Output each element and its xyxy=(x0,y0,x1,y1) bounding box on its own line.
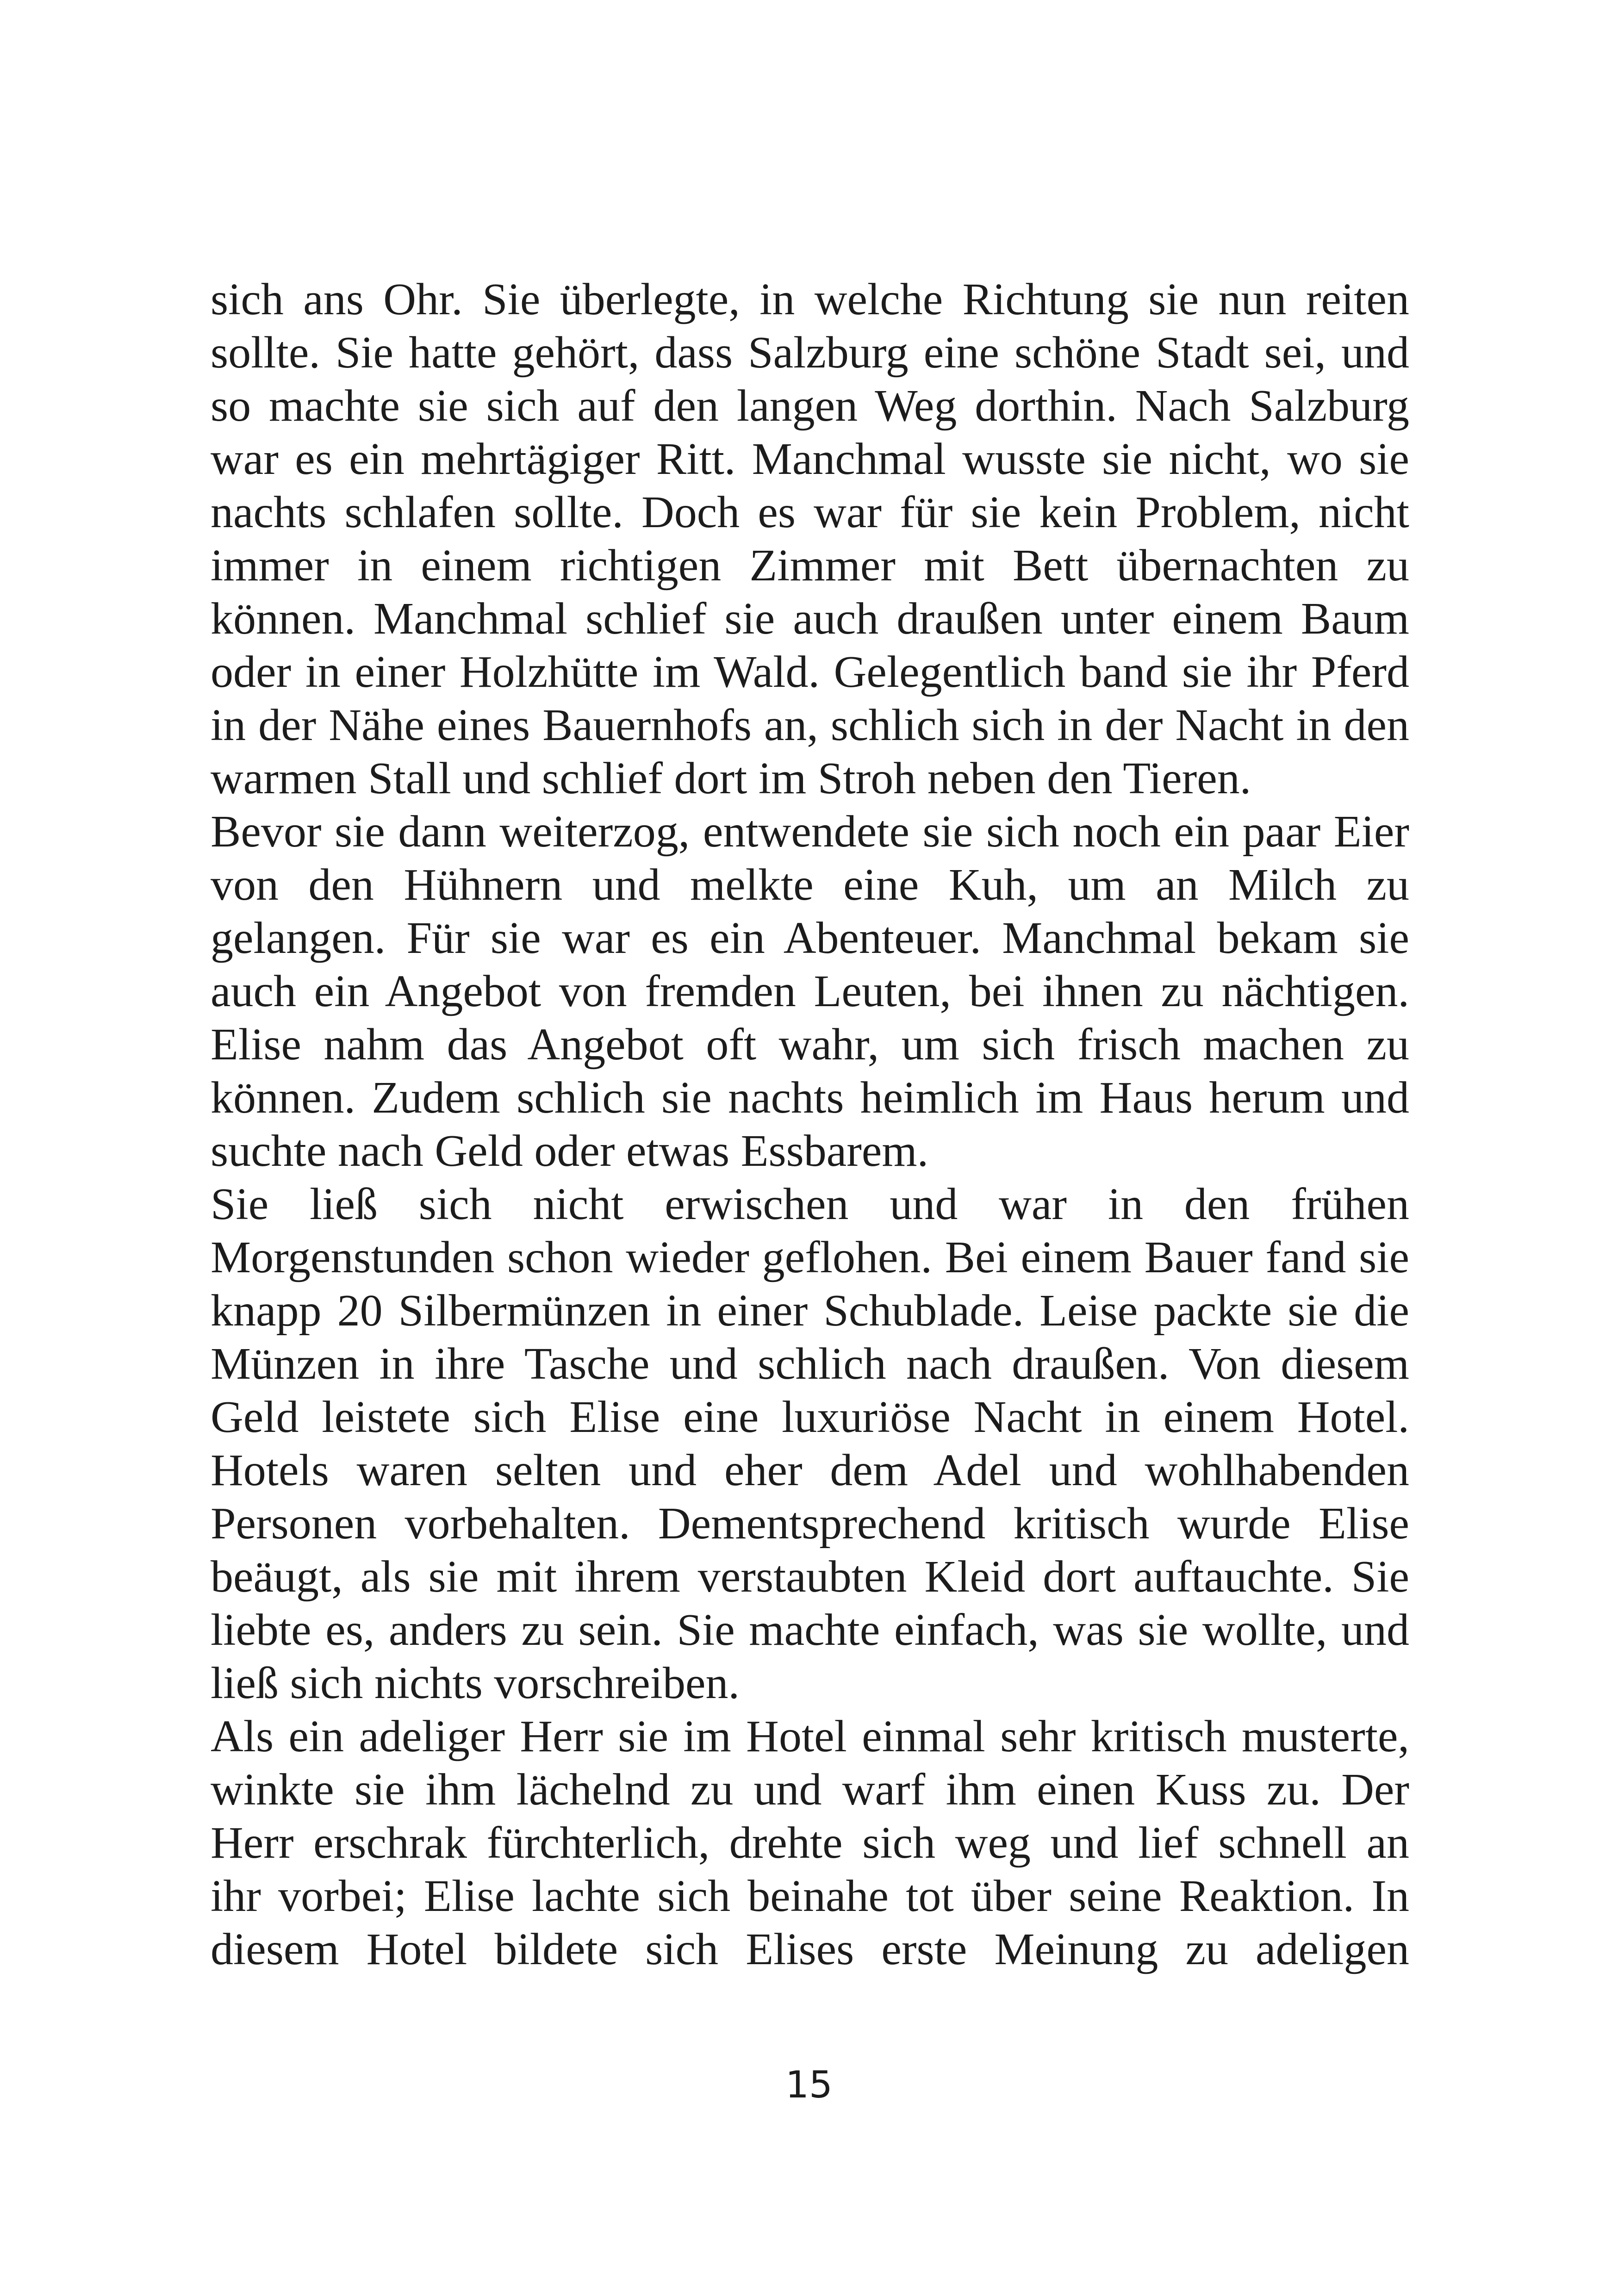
text-line: sollte. Sie hatte gehört, dass Salzburg eine schöne Stadt sei, und xyxy=(211,328,1409,378)
page-number: 15 xyxy=(785,2063,833,2106)
text-line: können. Manchmal schlief sie auch draußen unter einem Baum xyxy=(211,594,1409,644)
text-line: Herr erschrak fürchterlich, drehte sich weg und lief schnell an xyxy=(211,1818,1409,1868)
text-line: nachts schlafen sollte. Doch es war für sie kein Problem, nicht xyxy=(211,487,1409,537)
text-line: können. Zudem schlich sie nachts heimlich im Haus herum und xyxy=(211,1073,1409,1123)
text-line: knapp 20 Silbermünzen in einer Schublade. Leise packte sie die xyxy=(211,1286,1409,1336)
text-line: sich ans Ohr. Sie überlegte, in welche Richtung sie nun reiten xyxy=(211,274,1409,324)
text-line: Personen vorbehalten. Dementsprechend kritisch wurde Elise xyxy=(211,1499,1409,1549)
text-line: Münzen in ihre Tasche und schlich nach draußen. Von diesem xyxy=(211,1339,1409,1389)
text-line: immer in einem richtigen Zimmer mit Bett übernachten zu xyxy=(211,541,1409,591)
text-line: in der Nähe eines Bauernhofs an, schlich sich in der Nacht in den xyxy=(211,700,1409,750)
text-line: Hotels waren selten und eher dem Adel und wohlhabenden xyxy=(211,1445,1409,1495)
text-line: gelangen. Für sie war es ein Abenteuer. Manchmal bekam sie xyxy=(211,913,1409,963)
text-line: Bevor sie dann weiterzog, entwendete sie sich noch ein paar Eier xyxy=(211,807,1409,857)
text-line: von den Hühnern und melkte eine Kuh, um an Milch zu xyxy=(211,860,1409,910)
text-line: winkte sie ihm lächelnd zu und warf ihm einen Kuss zu. Der xyxy=(211,1765,1409,1815)
text-line: liebte es, anders zu sein. Sie machte einfach, was sie wollte, und xyxy=(211,1605,1409,1655)
text-line: beäugt, als sie mit ihrem verstaubten Kleid dort auftauchte. Sie xyxy=(211,1552,1409,1602)
text-line: ließ sich nichts vorschreiben. xyxy=(211,1658,740,1708)
text-line: auch ein Angebot von fremden Leuten, bei ihnen zu nächtigen. xyxy=(211,966,1409,1016)
text-line: Elise nahm das Angebot oft wahr, um sich frisch machen zu xyxy=(211,1020,1409,1070)
text-line: oder in einer Holzhütte im Wald. Gelegentlich band sie ihr Pferd xyxy=(211,647,1409,697)
text-line: diesem Hotel bildete sich Elises erste Meinung zu adeligen xyxy=(211,1924,1409,1974)
text-line: suchte nach Geld oder etwas Essbarem. xyxy=(211,1126,929,1176)
text-line: war es ein mehrtägiger Ritt. Manchmal wusste sie nicht, wo sie xyxy=(211,434,1409,484)
text-line: Morgenstunden schon wieder geflohen. Bei einem Bauer fand sie xyxy=(211,1232,1409,1282)
text-line: Als ein adeliger Herr sie im Hotel einmal sehr kritisch musterte, xyxy=(211,1711,1409,1761)
text-line: Sie ließ sich nicht erwischen und war in den frühen xyxy=(211,1179,1409,1229)
text-line: ihr vorbei; Elise lachte sich beinahe tot über seine Reaktion. In xyxy=(211,1871,1409,1921)
body-text xyxy=(211,273,1409,1976)
text-line: warmen Stall und schlief dort im Stroh neben den Tieren. xyxy=(211,753,1251,803)
text-line: so machte sie sich auf den langen Weg dorthin. Nach Salzburg xyxy=(211,381,1409,431)
text-line: Geld leistete sich Elise eine luxuriöse Nacht in einem Hotel. xyxy=(211,1392,1409,1442)
